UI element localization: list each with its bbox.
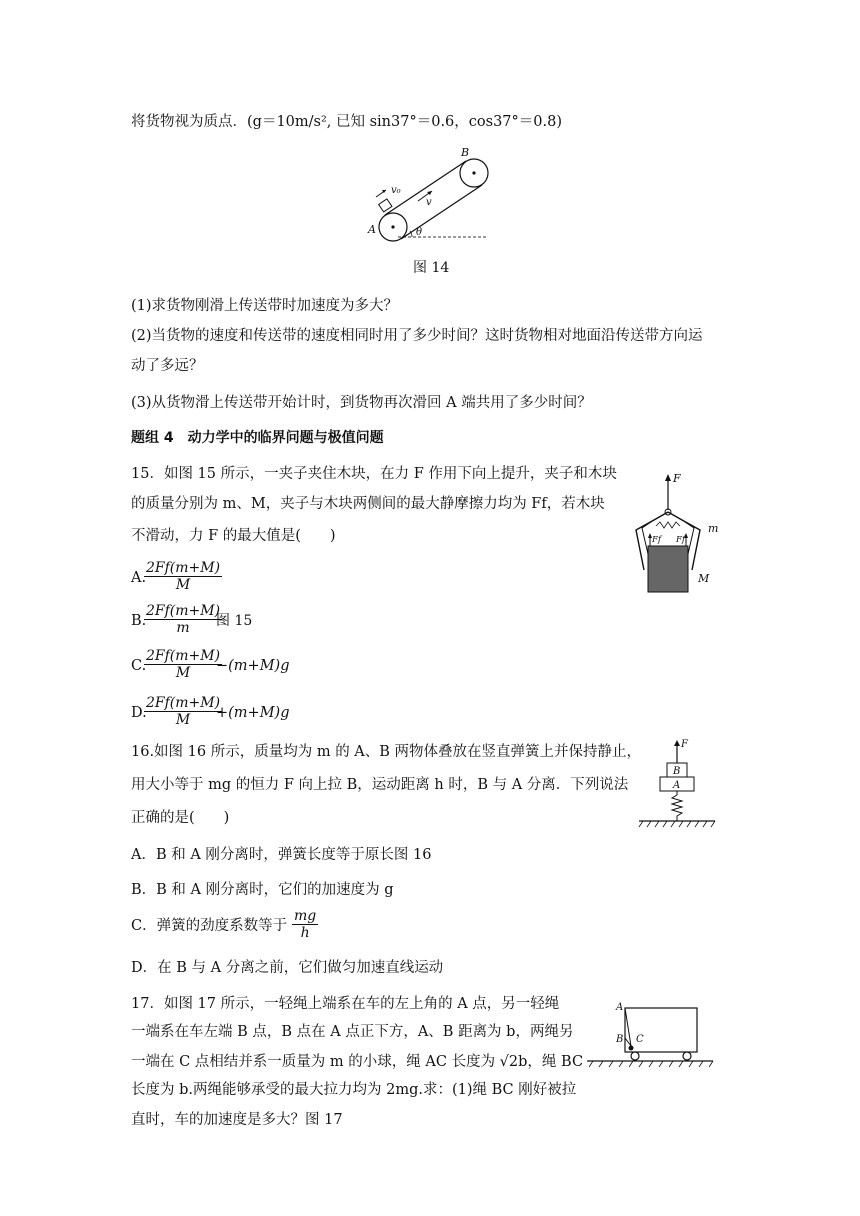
q16-line2: 用大小等于 mg 的恒力 F 向上拉 B，运动距离 h 时，B 与 A 分离．下列说法 (131, 777, 629, 793)
figure-14-conveyor (360, 145, 500, 245)
fig17-label-C: C (636, 1034, 644, 1045)
intro-text: 将货物视为质点．(g＝10m/s², 已知 sin37°＝0.6，cos37°＝0.8) (131, 114, 562, 130)
figure-16-spring-stack (635, 737, 719, 833)
q15-option-A-prefix: A. (131, 570, 147, 586)
q15-line3: 不滑动，力 F 的最大值是( ) (131, 528, 336, 544)
fig16-label-A: A (673, 780, 681, 791)
q15-line2: 的质量分别为 m、M，夹子与木块两侧间的最大静摩擦力均为 Ff，若木块 (131, 496, 605, 512)
fig15-label-m: m (708, 522, 719, 535)
fraction-numerator: 2Ff(m+M) (146, 560, 221, 576)
q14-part-2-line1: (2)当货物的速度和传送带的速度相同时用了多少时间？这时货物相对地面沿传送带方向运 (131, 328, 703, 344)
q17-line4: 长度为 b.两绳能够承受的最大拉力均为 2mg.求：(1)绳 BC 刚好被拉 (131, 1082, 577, 1098)
q15-option-B-suffix: 图 15 (216, 613, 253, 629)
fig14-label-B: B (461, 146, 470, 159)
q16-option-D: D．在 B 与 A 分离之前，它们做匀加速直线运动 (131, 960, 444, 976)
q17-line1: 17．如图 17 所示，一轻绳上端系在车的左上角的 A 点，另一轻绳 (131, 996, 560, 1012)
q17-line5: 直时，车的加速度是多大？图 17 (131, 1112, 343, 1128)
fraction-denominator: M (144, 664, 222, 681)
q15-option-C-suffix: −(m+M)g (216, 658, 290, 674)
fraction-numerator: mg (294, 908, 317, 924)
q17-line3: 一端在 C 点相结并系一质量为 m 的小球，绳 AC 长度为 √2b，绳 BC (131, 1054, 584, 1070)
q15-option-A-fraction (144, 560, 222, 593)
fig15-label-Ff-right: Ff (676, 535, 686, 545)
figure-15-clamp (628, 470, 728, 596)
q15-option-B-prefix: B. (131, 613, 147, 629)
q16-line3: 正确的是( ) (131, 810, 230, 826)
fraction-denominator: m (144, 619, 222, 636)
q14-part-1: (1)求货物刚滑上传送带时加速度为多大？ (131, 298, 399, 314)
fig17-label-B: B (616, 1034, 624, 1045)
fig17-label-A: A (616, 1002, 624, 1013)
section-heading-group4: 题组 4 动力学中的临界问题与极值问题 (131, 430, 384, 446)
fraction-denominator: M (144, 576, 222, 593)
q15-option-D-suffix: +(m+M)g (216, 705, 290, 721)
q16-option-B: B．B 和 A 刚分离时，它们的加速度为 g (131, 882, 394, 898)
fig15-label-Ff-left: Ff (652, 535, 662, 545)
figure-17-cart (585, 998, 715, 1072)
fig14-label-v0: v₀ (391, 185, 401, 196)
fig14-label-theta: θ (416, 227, 423, 238)
q17-line2: 一端系在车左端 B 点，B 点在 A 点正下方，A、B 距离为 b，两绳另 (131, 1024, 574, 1040)
q14-part-3: (3)从货物滑上传送带开始计时，到货物再次滑回 A 端共用了多少时间？ (131, 395, 592, 411)
fraction-denominator: M (144, 711, 222, 728)
fig16-label-B: B (673, 766, 681, 777)
q15-line1: 15．如图 15 所示，一夹子夹住木块，在力 F 作用下向上提升，夹子和木块 (131, 466, 617, 482)
q15-option-C-fraction (144, 648, 222, 681)
fraction-numerator: 2Ff(m+M) (146, 695, 221, 711)
q16-option-C-fraction (292, 908, 318, 941)
figure-14-caption: 图 14 (413, 260, 450, 276)
fig14-label-v: v (426, 197, 432, 208)
fig15-label-F: F (673, 472, 681, 485)
q16-option-C-prefix: C．弹簧的劲度系数等于 (131, 918, 288, 934)
q15-option-D-prefix: D. (131, 705, 147, 721)
q14-part-2-line2: 动了多远？ (131, 358, 204, 374)
fig16-label-F: F (681, 739, 688, 750)
fig14-label-A: A (368, 223, 376, 236)
q16-option-A: A．B 和 A 刚分离时，弹簧长度等于原长图 16 (131, 847, 432, 863)
q16-line1: 16.如图 16 所示，质量均为 m 的 A、B 两物体叠放在竖直弹簧上并保持静止， (131, 744, 642, 760)
fraction-numerator: 2Ff(m+M) (146, 603, 221, 619)
q15-option-B-fraction (144, 603, 222, 636)
q15-option-D-fraction (144, 695, 222, 728)
fig15-label-M: M (698, 572, 710, 585)
fraction-denominator: h (292, 924, 318, 941)
q15-option-C-prefix: C. (131, 658, 147, 674)
fraction-numerator: 2Ff(m+M) (146, 648, 221, 664)
